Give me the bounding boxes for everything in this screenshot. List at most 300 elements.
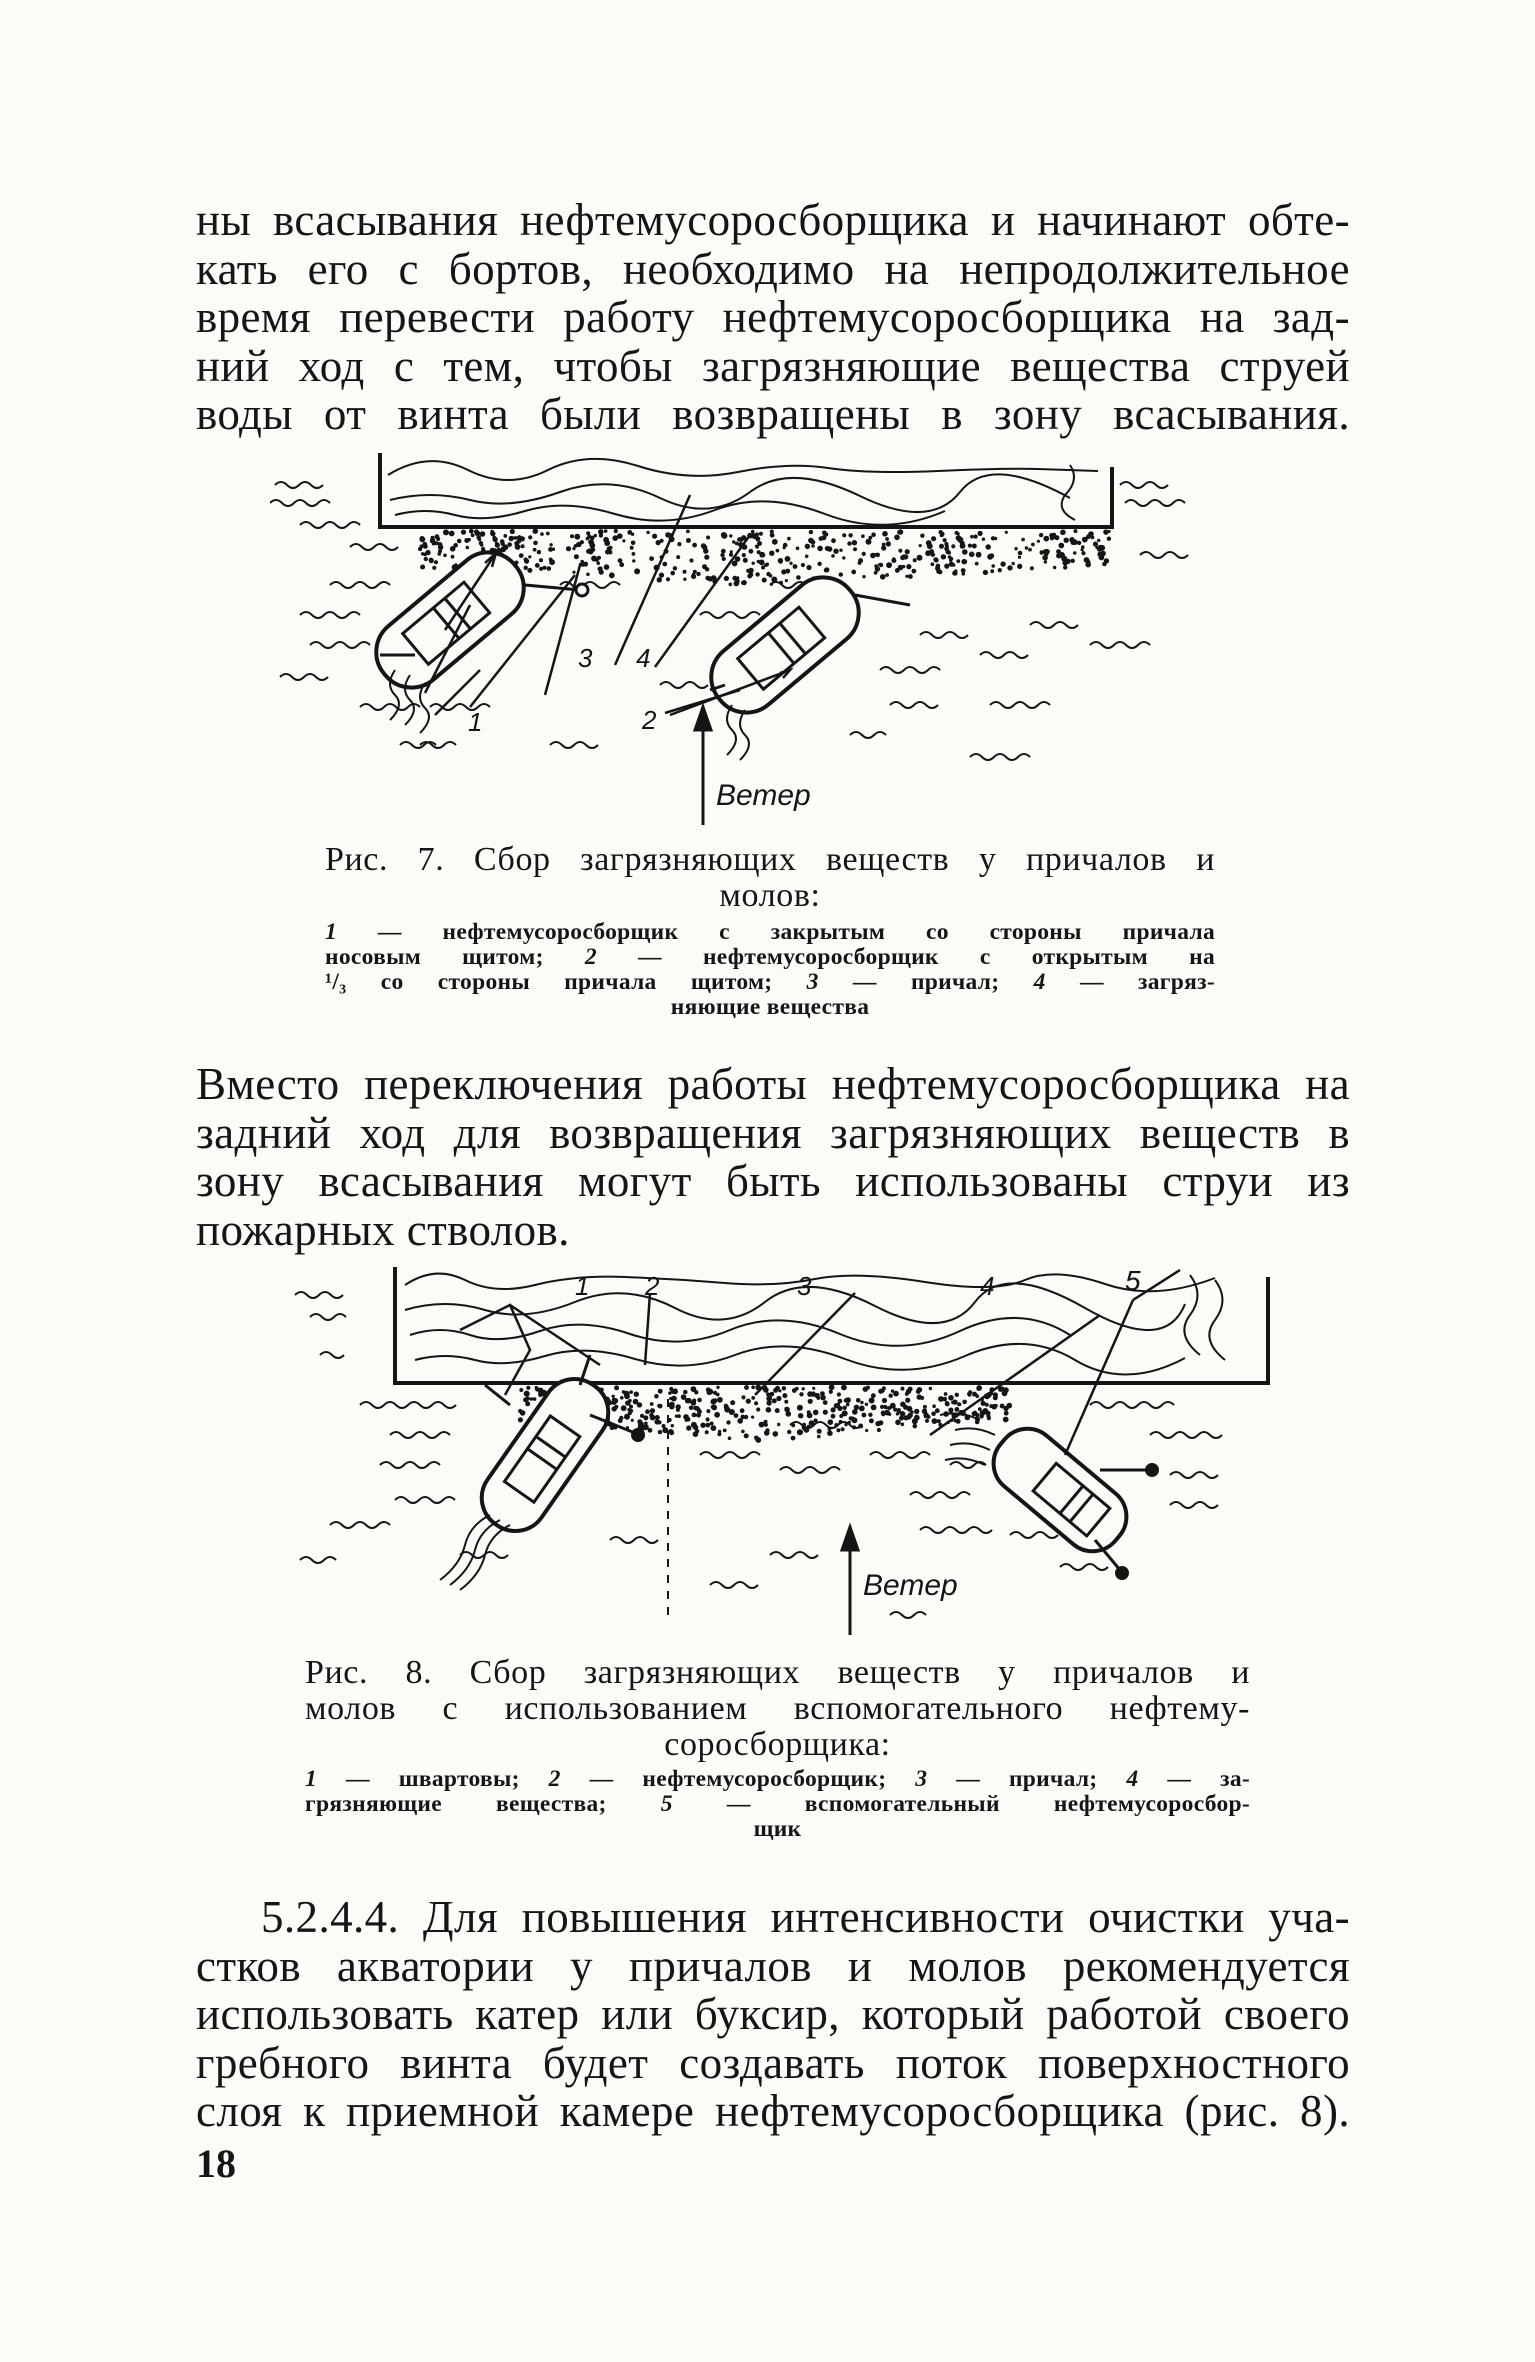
pollutant-dot	[854, 1405, 859, 1410]
text-line: задний ход для возвращения загрязняющих веществ в	[196, 1107, 1350, 1158]
pollutant-dot	[976, 1395, 980, 1399]
pollutant-dot	[831, 554, 835, 558]
pollutant-dot	[524, 566, 528, 570]
pollutant-dot	[574, 544, 578, 548]
pollutant-dot	[847, 541, 851, 545]
pollutant-dot	[756, 545, 759, 548]
pollutant-dot	[941, 554, 946, 559]
pollutant-dot	[877, 1428, 881, 1432]
pollutant-dot	[782, 1393, 787, 1398]
pollutant-dot	[720, 553, 724, 557]
pollutant-dot	[897, 530, 902, 535]
pollutant-dot	[1087, 560, 1090, 563]
pollutant-dot	[670, 571, 675, 576]
pollutant-dot	[969, 552, 975, 558]
pollutant-dot	[880, 574, 886, 580]
pollutant-dot	[614, 1405, 618, 1409]
text-line: кать его с бортов, необходимо на непродолжительное	[196, 243, 1350, 294]
pollutant-dot	[510, 529, 515, 534]
pollutant-dot	[934, 558, 939, 563]
pollutant-dot	[769, 574, 773, 578]
pollutant-dot	[722, 557, 726, 561]
pollutant-dot	[689, 1406, 694, 1411]
pollutant-dot	[1053, 566, 1056, 569]
pollutant-dot	[1063, 565, 1067, 569]
pollutant-dot	[994, 537, 998, 541]
pollutant-dot	[724, 576, 729, 581]
pollutant-dot	[669, 1404, 675, 1410]
pollutant-dot	[434, 560, 438, 564]
pollutant-dot	[686, 1425, 691, 1430]
pollutant-dot	[1054, 535, 1059, 540]
pollutant-dot	[956, 559, 960, 563]
pollutant-dot	[714, 1412, 720, 1418]
pollutant-dot	[654, 1394, 659, 1399]
pollutant-dot	[945, 1401, 950, 1406]
pollutant-dot	[716, 1386, 719, 1389]
pollutant-dot	[875, 1421, 880, 1426]
pollutant-dot	[797, 1429, 803, 1435]
pollutant-dot	[706, 1417, 710, 1421]
pollutant-dot	[614, 529, 618, 533]
pollutant-dot	[839, 572, 843, 576]
pollutant-dot	[762, 578, 767, 583]
pollutant-dot	[1060, 530, 1066, 536]
pollutant-dot	[841, 1385, 847, 1391]
pollutant-dot	[507, 542, 512, 547]
pollutant-dot	[824, 568, 828, 572]
pollutant-dot	[829, 1384, 835, 1390]
pollutant-dot	[754, 1401, 758, 1405]
pollutant-dot	[772, 1398, 777, 1403]
pollutant-dot	[937, 1419, 941, 1423]
text-line: время перевести работу нефтемусоросборщика на зад-	[196, 292, 1350, 342]
pollutant-dot	[1081, 551, 1085, 555]
pollutant-dot	[692, 543, 697, 548]
pollutant-dot	[657, 577, 662, 582]
pollutant-dot	[741, 581, 745, 585]
pollutant-dot	[423, 553, 427, 557]
text-line: пожарных стволов.	[196, 1204, 570, 1255]
pollutant-dot	[435, 534, 440, 539]
pollutant-dot	[843, 1406, 847, 1410]
pollutant-dot	[1017, 564, 1022, 569]
figure-8-diagram	[290, 1255, 1280, 1655]
pollutant-dot	[905, 1398, 910, 1403]
pollutant-dot	[920, 534, 924, 538]
oil-collector-1	[362, 539, 588, 733]
pollutant-dot	[785, 556, 791, 562]
pollutant-dot	[974, 535, 978, 539]
pollutant-dot	[895, 1420, 901, 1426]
pollutant-dot	[871, 532, 876, 537]
pollutant-dot	[932, 1418, 938, 1424]
pollutant-dot	[539, 567, 543, 571]
pollutant-dot	[998, 568, 1002, 572]
pollutant-dot	[968, 544, 972, 548]
pollutant-dot	[1044, 560, 1047, 563]
pollutant-dot	[957, 1402, 961, 1406]
pollutant-dot	[530, 1397, 534, 1401]
legend-line: 1 — нефтемусоросборщик с закрытым со стороны причала	[325, 919, 1215, 945]
pollutant-dot	[986, 544, 991, 549]
pollutant-dot	[1000, 561, 1005, 566]
pollutant-dot	[691, 574, 696, 579]
pollutant-dot	[776, 549, 780, 553]
pollutant-dot	[796, 575, 801, 580]
pollutant-dot	[624, 1391, 630, 1397]
pollutant-dot	[677, 1414, 681, 1418]
pollutant-dot	[668, 1391, 671, 1394]
pollutant-dot	[914, 1409, 919, 1414]
pollutant-dot	[807, 1391, 813, 1397]
pollutant-dot	[634, 568, 640, 574]
pollutant-dot	[681, 1394, 687, 1400]
pollutant-dot	[817, 562, 821, 566]
pollutant-dot	[471, 533, 475, 537]
wind-label: Ветер	[863, 1569, 958, 1602]
pollutant-dot	[729, 534, 732, 537]
pollutant-dot	[710, 1422, 714, 1426]
pollutant-dot	[859, 1406, 865, 1412]
pollutant-dot	[951, 544, 955, 548]
pollutant-dot	[1037, 540, 1040, 543]
label-2: 2	[642, 705, 657, 735]
pollutant-dot	[948, 1408, 953, 1413]
pollutant-dot	[1031, 543, 1035, 547]
pollutant-dot	[692, 1413, 697, 1418]
pollutant-dot	[1012, 562, 1015, 565]
pollutant-dot	[897, 1410, 901, 1414]
pollutant-dot	[547, 566, 552, 571]
pollutant-dot	[805, 544, 810, 549]
pollutant-dot	[706, 1387, 711, 1392]
text-line: воды от винта были возвращены в зону всасывания.	[196, 389, 1350, 439]
pollutant-dot	[694, 1390, 698, 1394]
pollutant-dot	[1028, 548, 1032, 552]
pollutant-dot	[492, 537, 497, 542]
pollutant-dot	[944, 1392, 948, 1396]
pollutant-dot	[901, 1423, 905, 1427]
pollutant-dot	[932, 1404, 936, 1408]
pollutant-dot	[676, 1404, 681, 1409]
pollutant-dot	[749, 549, 754, 554]
pollutant-dot	[597, 556, 601, 560]
pollutant-dot	[791, 1436, 796, 1441]
pollutant-dot	[812, 1387, 815, 1390]
pollutant-dot	[953, 571, 957, 575]
pollutant-dot	[1018, 556, 1021, 559]
pollutant-dot	[917, 1387, 922, 1392]
pollutant-dot	[657, 1404, 661, 1408]
pollutant-dot	[924, 1415, 927, 1418]
pollutant-dot	[849, 1416, 853, 1420]
pollutant-dot	[540, 532, 544, 536]
pollutant-dot	[982, 538, 985, 541]
pollutant-dot	[1073, 551, 1077, 555]
pollutant-dot	[669, 1397, 672, 1400]
legend-line: няющие вещества	[670, 994, 870, 1020]
pollutant-dot	[981, 1401, 986, 1406]
pollutant-dot	[429, 558, 434, 563]
legend-line: щик	[753, 1816, 802, 1842]
pollutant-dot	[612, 1395, 615, 1398]
pollutant-dot	[1070, 540, 1075, 545]
pollutant-dot	[432, 542, 436, 546]
pollutant-dot	[464, 538, 469, 543]
pollutant-dot	[833, 549, 838, 554]
pollutant-dot	[920, 1396, 924, 1400]
pollutant-dot	[765, 1430, 770, 1435]
pollutant-dot	[793, 564, 798, 569]
pollutant-dot	[743, 558, 748, 563]
pollutant-dot	[978, 1407, 982, 1411]
pollutant-dot	[925, 550, 931, 556]
pollutant-dot	[449, 531, 455, 537]
pollutant-dot	[808, 538, 814, 544]
pollutant-dot	[848, 533, 852, 537]
pollutant-dot	[658, 1389, 663, 1394]
pollutant-dot	[1002, 1390, 1008, 1396]
text-line: Вместо переключения работы нефтемусоросборщика на	[196, 1059, 1350, 1109]
pollutant-dot	[907, 1406, 913, 1412]
pollutant-dot	[705, 567, 709, 571]
pollutant-dot	[769, 551, 774, 556]
pollutant-dot	[775, 1408, 780, 1413]
pollutant-dot	[1000, 1404, 1005, 1409]
pollutant-dot	[742, 553, 746, 557]
pollutant-dot	[599, 570, 604, 575]
pollutant-dot	[955, 1407, 960, 1412]
pollutant-dot	[1103, 529, 1108, 534]
pollutant-dot	[789, 562, 792, 565]
pollutant-dot	[839, 549, 842, 552]
pollutant-dot	[886, 562, 892, 568]
pollutant-dot	[994, 1404, 997, 1407]
pollutant-dot	[1097, 546, 1102, 551]
pollutant-dot	[900, 555, 905, 560]
pollutant-dot	[740, 1408, 745, 1413]
pollutant-dot	[676, 555, 680, 559]
pollutant-dot	[420, 537, 426, 543]
pollutant-dot	[671, 1424, 674, 1427]
pollutant-dot	[952, 1400, 957, 1405]
pollutant-dot	[714, 577, 717, 580]
pollutant-dot	[451, 555, 455, 559]
pollutant-dot	[503, 534, 507, 538]
pollutant-dot	[844, 1398, 848, 1402]
pollutant-dot	[1065, 559, 1070, 564]
pollutant-dot	[631, 541, 636, 546]
pollutant-dot	[1102, 562, 1107, 567]
pollutant-dot	[891, 1389, 894, 1392]
pollutant-dot	[881, 545, 886, 550]
pollutant-dot	[913, 558, 917, 562]
pollutant-dot	[808, 1399, 813, 1404]
pollutant-dot	[697, 1408, 702, 1413]
pollutant-dot	[782, 1386, 786, 1390]
pollutant-dot	[1030, 566, 1034, 570]
figure-7-legend	[325, 920, 1215, 1020]
pollutant-dot	[807, 1410, 811, 1414]
pollutant-dot	[772, 539, 778, 545]
pollutant-dot	[596, 561, 600, 565]
pollutant-dot	[838, 1399, 843, 1404]
pollutant-dot	[756, 1407, 760, 1411]
text-line: гребного винта будет создавать поток поверхностного	[196, 2037, 1350, 2088]
pollutant-dot	[861, 534, 865, 538]
pollutant-dot	[625, 1400, 630, 1405]
pollutant-dot	[700, 1423, 705, 1428]
pollutant-dot	[885, 1406, 888, 1409]
pollutant-dot	[660, 539, 664, 543]
pollutant-dot	[673, 566, 677, 570]
pollutant-dot	[729, 1409, 735, 1415]
pollutant-dot	[711, 1425, 717, 1431]
oil-collector-2	[697, 564, 910, 760]
pollutant-dot	[829, 1390, 833, 1394]
pollutant-dot	[1058, 543, 1064, 549]
legend-line: грязняющие вещества; 5 — вспомогательный нефтемусоросбор-	[305, 1791, 1250, 1817]
pollutant-dot	[822, 531, 827, 536]
pollutant-dot	[875, 566, 880, 571]
label-1: 1	[575, 1271, 590, 1301]
pollutant-dot	[906, 564, 911, 569]
pollutant-dot	[703, 548, 708, 553]
pollutant-dot	[524, 1391, 530, 1397]
pollutant-dot	[882, 1398, 887, 1403]
pollutant-dot	[599, 533, 603, 537]
pollutant-dot	[962, 572, 966, 576]
pollutant-dot	[764, 1423, 768, 1427]
pollutant-dot	[632, 559, 635, 562]
pollutant-dot	[866, 1386, 870, 1390]
pollutant-dot	[1018, 551, 1023, 556]
pollutant-dot	[461, 530, 466, 535]
pollutant-dot	[831, 538, 836, 543]
pollutant-dot	[650, 1408, 655, 1413]
pollutant-dot	[777, 1423, 780, 1426]
pollutant-dot	[936, 569, 941, 574]
pollutant-dot	[1071, 559, 1075, 563]
pollutant-dot	[898, 549, 902, 553]
text-line: зону всасывания могут быть использованы струи из	[196, 1156, 1350, 1206]
pollutant-dot	[480, 531, 486, 537]
pollutant-dot	[535, 563, 540, 568]
pollutant-dot	[827, 1430, 833, 1436]
pollutant-dot	[594, 534, 597, 537]
pollutant-dot	[908, 574, 913, 579]
pollutant-dot	[609, 572, 615, 578]
pollutant-dot	[945, 550, 950, 555]
pollutant-dot	[518, 1417, 523, 1422]
pollutant-dot	[1086, 534, 1091, 539]
pollutant-dot	[944, 542, 948, 546]
pollutant-dot	[1042, 555, 1048, 561]
pollutant-dot	[1107, 537, 1111, 541]
pollutant-dot	[987, 554, 993, 560]
pollutant-dot	[759, 1422, 765, 1428]
pollutant-dot	[1099, 555, 1105, 561]
pollutant-dot	[630, 546, 634, 550]
pollutant-dot	[629, 1405, 633, 1409]
pollutant-dot	[741, 1430, 745, 1434]
pollutant-dot	[1007, 565, 1012, 570]
pollutant-dot	[604, 564, 610, 570]
pollutant-dot	[1091, 536, 1095, 540]
pollutant-dot	[751, 530, 755, 534]
pollutant-dot	[925, 1419, 929, 1423]
pollutant-dot	[837, 1392, 841, 1396]
pollutant-dot	[586, 573, 590, 577]
pollutant-dot	[811, 544, 815, 548]
pollutant-dot	[519, 1388, 523, 1392]
pollutant-dot	[632, 552, 636, 556]
pollutant-dot	[889, 1394, 893, 1398]
pollutant-dot	[1097, 539, 1100, 542]
pollutant-dot	[976, 1385, 982, 1391]
pollutant-dot	[1000, 1387, 1004, 1391]
pollutant-dot	[619, 1416, 623, 1420]
pollutant-dot	[730, 550, 733, 553]
pollutant-dot	[420, 544, 424, 548]
pollutant-dot	[817, 1429, 822, 1434]
pollutant-dot	[528, 535, 532, 539]
pollutant-dot	[697, 1398, 702, 1403]
pollutant-dot	[734, 1413, 739, 1418]
pollutant-dot	[732, 540, 735, 543]
pollutant-dot	[514, 536, 518, 540]
pollutant-dot	[990, 569, 994, 573]
text-line: использовать катер или буксир, который работой своего	[196, 1989, 1350, 2039]
pollutant-dot	[978, 531, 983, 536]
pollutant-dot	[956, 535, 962, 541]
pollutant-dot	[976, 552, 982, 558]
pollutant-dot	[549, 558, 553, 562]
legend-line: носовым щитом; 2 — нефтемусоросборщик с открытым на	[325, 944, 1215, 970]
pollutant-dot	[728, 1437, 732, 1441]
pollutant-dot	[765, 563, 769, 567]
pollutant-dot	[535, 1387, 539, 1391]
text-line: стков акватории у причалов и молов рекомендуется	[196, 1940, 1350, 1991]
pollutant-dot	[669, 1387, 673, 1391]
pollutant-dot	[683, 1390, 688, 1395]
pollutant-dot	[612, 1400, 617, 1405]
pollutant-dot	[693, 1425, 698, 1430]
pollutant-dot	[783, 543, 788, 548]
pollutant-dot	[935, 1408, 940, 1413]
pollutant-dot	[526, 1386, 530, 1390]
pollutant-dot	[546, 532, 550, 536]
figure-7-diagram	[270, 445, 1230, 845]
pollutant-dot	[711, 1405, 716, 1410]
paragraph-top	[196, 196, 1350, 439]
pollutant-dot	[552, 548, 555, 551]
pollutant-dot	[796, 547, 800, 551]
pollutant-dot	[533, 528, 539, 534]
pollutant-dot	[755, 572, 759, 576]
pollutant-dot	[622, 539, 625, 542]
pollutant-dot	[696, 1413, 701, 1418]
pollutant-dot	[751, 1396, 755, 1400]
pollutant-dot	[856, 1398, 861, 1403]
pollutant-dot	[865, 1429, 868, 1432]
pollutant-dot	[620, 1396, 624, 1400]
pollutant-dot	[617, 533, 623, 539]
pollutant-dot	[858, 558, 863, 563]
pollutant-dot	[706, 536, 710, 540]
pollutant-dot	[865, 1403, 868, 1406]
